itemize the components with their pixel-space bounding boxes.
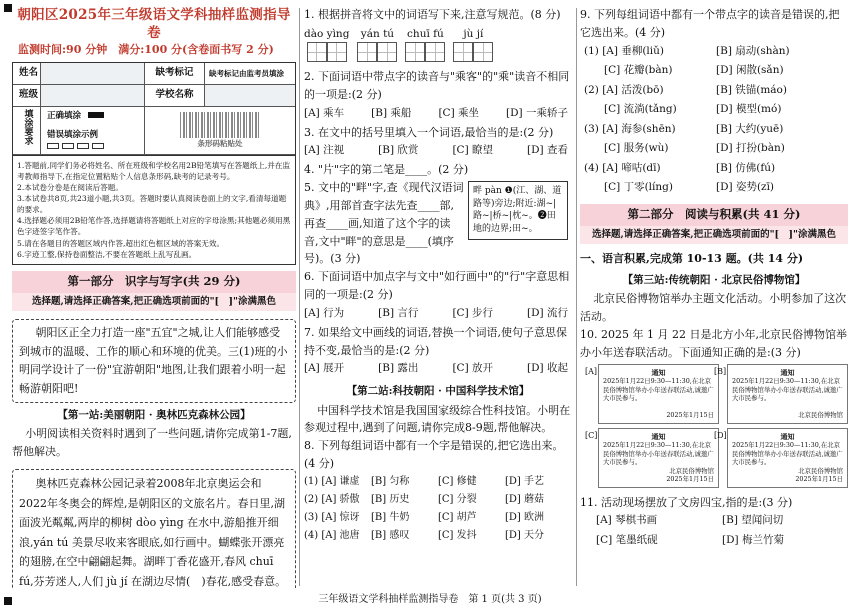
column-2 xyxy=(304,6,572,588)
correct-fill-icon xyxy=(88,112,104,118)
option[interactable]: [C] 胡芦 xyxy=(438,512,477,524)
write-box[interactable] xyxy=(327,42,347,62)
q2-text: 2. 下面词语中带点字的读音与"乘客"的"乘"读音不相同的一项是:(2 分) xyxy=(304,70,570,101)
note-item: 2.本试卷分卷是在阅读后答题。 xyxy=(17,183,123,193)
stage2-text: 中国科学技术馆是我国国家级综合性科技馆。小明在参观过程中,遇到了问题,请你完成8-9题,帮他解决。 xyxy=(304,403,571,435)
notice-option-b[interactable]: [B] 通知 2025年1月22日9:30—11:30,在北京民俗博物馆举办小年送春联活动,诚邀广大市民参与。 北京民俗博物馆 xyxy=(727,364,848,424)
option[interactable]: [B] 历史 xyxy=(371,494,410,506)
option[interactable]: [D] 梅兰竹菊 xyxy=(722,533,784,546)
class-label: 班级 xyxy=(13,85,41,106)
column-3 xyxy=(580,6,848,588)
option[interactable]: (2) [A] 骄傲 xyxy=(304,494,360,506)
option[interactable]: [D] 一乘轿子 xyxy=(506,106,568,119)
option[interactable]: (1) [A] 垂柳(liǔ) xyxy=(584,44,664,57)
option[interactable]: [B] 扇动(shàn) xyxy=(716,44,790,57)
passage-box: 奥林匹克森林公园记录着2008年北京奥运会和2022年冬奥会的辉煌,是朝阳区的文旅名片。春日里,湖面波光粼粼,两岸的柳树 dòo yìng 在水中,游船推开细浪,yán tú 美景尽收来客眼底,如行画中。蝴蝶张开漂亮的翅膀,在空中翩翩起舞。湖畔丁香花盛开,春风 chuī fú,芬芳迷人,人们 jù jí 在湖边尽情( )春花,感受春意。 xyxy=(12,469,296,588)
option[interactable]: [C] 瞭望 xyxy=(452,144,494,157)
corner-marker-top-left xyxy=(4,4,12,12)
option[interactable]: [D] 闲散(sǎn) xyxy=(716,64,784,77)
q7-text: 7. 如果给文中画线的词语,替换一个词语,使句子意思保持不变,最恰当的是:(2 分) xyxy=(304,325,567,357)
option[interactable]: [B] 欣赏 xyxy=(378,144,419,157)
q3-text: 3. 在文中的括号里填入一个词语,最恰当的是:(2 分) xyxy=(304,125,554,139)
q11-options xyxy=(580,511,848,549)
intro-box: 朝阳区正全力打造一座"五宜"之城,让人们能够感受到城市的温暖、工作的顺心和环境的优美。三(1)班的小明同学设计了一份"宜游朝阳"地图,让我们跟着小明一起畅游朝阳吧! xyxy=(12,319,296,403)
option[interactable]: (1) [A] 谦虚 xyxy=(304,475,360,487)
name-label: 姓名 xyxy=(13,63,41,84)
wrong-fill-icons xyxy=(47,143,138,149)
q8-text: 8. 下列每组词语中都有一个字是错误的,把它选出来。(4 分) xyxy=(304,439,564,471)
option[interactable]: [B] 感叹 xyxy=(371,530,410,542)
q5-block xyxy=(304,179,572,268)
option[interactable]: [B] 望闻问切 xyxy=(722,514,784,527)
note-item: 6.字迹工整,保持卷面整洁,不要在答题纸上乱写乱画。 xyxy=(17,249,197,259)
note-item: 5.请在各题目的答题区域内作答,超出红色框区域的答案无效。 xyxy=(17,238,225,248)
page-footer: 三年级语文学科抽样监测指导卷 第 1 页(共 3 页) xyxy=(318,593,542,605)
fill-requirements-label: 填涂要求 xyxy=(13,107,41,154)
option[interactable]: [D] 手艺 xyxy=(505,475,544,487)
school-label: 学校名称 xyxy=(145,85,205,106)
option[interactable]: [B] 言行 xyxy=(378,306,419,319)
stage1-title: 【第一站:美丽朝阳 · 奥林匹克森林公园】 xyxy=(57,409,251,422)
option[interactable]: [B] 大约(yuē) xyxy=(716,122,784,135)
option[interactable]: [B] 仿佛(fú) xyxy=(716,161,776,174)
option[interactable]: [D] 模型(mó) xyxy=(716,103,782,116)
option[interactable]: [A] 展开 xyxy=(304,362,345,375)
q6-text: 6. 下面词语中加点字与文中"如行画中"的"行"字意思相同的一项是:(2 分) xyxy=(304,270,570,302)
option[interactable]: [D] 天分 xyxy=(505,530,544,542)
pinyin-boxes xyxy=(304,26,572,62)
q4-text: 4. "片"字的第二笔是____。(2 分) xyxy=(304,163,469,177)
part2-title: 第二部分 阅读与积累(共 41 分) xyxy=(580,204,848,226)
write-box[interactable] xyxy=(307,42,327,62)
option[interactable]: [D] 收起 xyxy=(527,362,568,375)
write-box[interactable] xyxy=(473,42,493,62)
notice-option-a[interactable]: [A] 通知 2025年1月22日9:30—11:30,在北京民俗博物馆举办小年送春联活动,诚邀广大市民参与。 2025年1月15日 xyxy=(598,364,719,424)
wrong-fill-label: 错误填涂示例 xyxy=(47,130,99,141)
option[interactable]: [D] 欧洲 xyxy=(505,512,544,524)
option[interactable]: [A] 乘车 xyxy=(304,106,345,119)
q7-options xyxy=(304,359,572,379)
option[interactable]: [C] 修健 xyxy=(438,475,477,487)
correct-fill-label: 正确填涂 xyxy=(47,111,82,121)
q8-options xyxy=(304,473,572,546)
missing-mark-label: 缺考标记 xyxy=(145,63,205,84)
option[interactable]: [B] 铁锚(máo) xyxy=(716,83,787,96)
write-box[interactable] xyxy=(405,42,425,62)
part2-instruction: 选择题,请选择正确答案,把正确选项前面的"[ ]"涂满黑色 xyxy=(580,226,848,245)
note-item: 4.选择题必须用2B铅笔作答,选择题请将答题纸上对应的字母涂黑;其他题必须用黑色字迹签字笔作答。 xyxy=(17,216,291,237)
part1-instruction: 选择题,请选择正确答案,把正确选项前面的"[ ]"涂满黑色 xyxy=(12,293,296,312)
page-title: 朝阳区2025年三年级语文学科抽样监测指导卷 xyxy=(17,7,291,41)
q9-options xyxy=(580,42,848,198)
barcode-area xyxy=(145,107,295,154)
option[interactable]: [D] 姿势(zī) xyxy=(716,181,775,194)
class-field[interactable] xyxy=(41,85,145,106)
option[interactable]: [D] 蘑菇 xyxy=(505,494,544,506)
fill-examples xyxy=(41,107,145,154)
note-item: 3.本试卷共8页,共23道小题,共3页。答题时要认真阅读卷面上的文字,看清每道题的要求。 xyxy=(17,194,287,215)
option[interactable]: [D] 打扮(bàn) xyxy=(716,142,785,155)
section1-title: 一、语言积累,完成第 10-13 题。(共 14 分) xyxy=(580,252,804,266)
q2-options xyxy=(304,104,572,124)
notice-option-c[interactable]: [C] 通知 2025年1月22日9:30—11:30,在北京民俗博物馆举办小年送春联活动,诚邀广大市民参与。 北京民俗博物馆 2025年1月15日 xyxy=(598,428,719,488)
stage1-text: 小明阅读相关资料时遇到了一些问题,请你完成第1-7题,帮他解决。 xyxy=(12,427,292,459)
column-1 xyxy=(12,6,296,588)
q10-text: 10. 2025 年 1 月 22 日是北方小年,北京民俗博物馆举办小年送春联活动。下面通知正确的是:(3 分) xyxy=(580,327,847,359)
write-box[interactable] xyxy=(425,42,445,62)
column-divider xyxy=(299,8,300,586)
column-divider xyxy=(576,8,577,586)
option[interactable]: [A] 注视 xyxy=(304,144,345,157)
pinyin-item: jù jí xyxy=(453,26,493,62)
option[interactable]: (4) [A] 啼咕(dī) xyxy=(584,161,661,174)
option[interactable]: [C] 流淌(tǎng) xyxy=(604,103,677,116)
missing-mark-note: 缺考标记由监考员填涂 xyxy=(209,69,284,78)
name-field[interactable] xyxy=(41,63,145,84)
info-table xyxy=(12,62,296,156)
notice-options xyxy=(580,364,848,488)
option[interactable]: [A] 行为 xyxy=(304,306,345,319)
stage3-text: 北京民俗博物馆举办主题文化活动。小明参加了这次活动。 xyxy=(580,292,847,324)
barcode-icon xyxy=(180,112,260,138)
option[interactable]: (3) [A] 惊讶 xyxy=(304,512,360,524)
exam-notes xyxy=(12,156,296,265)
q3-options xyxy=(304,141,572,161)
option[interactable]: [C] 丁零(líng) xyxy=(604,181,673,194)
q11-text: 11. 活动现场摆放了文房四宝,指的是:(3 分) xyxy=(580,495,793,509)
notice-option-d[interactable]: [D] 通知 2025年1月22日9:30—11:30,在北京民俗博物馆举办小年送春联活动,诚邀广大市民参与。 北京民俗博物馆 2025年1月15日 xyxy=(727,428,848,488)
stage2-title: 【第二站:科技朝阳 · 中国科学技术馆】 xyxy=(346,385,530,398)
option[interactable]: [A] 琴棋书画 xyxy=(596,514,658,527)
option[interactable]: [C] 发抖 xyxy=(438,530,477,542)
q1-text: 1. 根据拼音将文中的词语写下来,注意写规范。(8 分) xyxy=(304,8,561,21)
write-box[interactable] xyxy=(377,42,397,62)
school-field[interactable] xyxy=(205,85,295,106)
time-score: 监测时间:90 分钟 满分:100 分(含卷面书写 2 分) xyxy=(18,43,274,56)
pinyin-item: yán tú xyxy=(357,26,397,62)
option[interactable]: [C] 服务(wù) xyxy=(604,142,669,155)
q9-text: 9. 下列每组词语中都有一个带点字的读音是错误的,把它选出来。(4 分) xyxy=(580,8,840,39)
pinyin-item: chuī fú xyxy=(405,26,445,62)
option[interactable]: [C] 花瓣(bàn) xyxy=(604,64,673,77)
option[interactable]: [D] 查看 xyxy=(527,144,568,157)
option[interactable]: [B] 露出 xyxy=(378,362,419,375)
option[interactable]: [C] 放开 xyxy=(452,362,494,375)
option[interactable]: [B] 匀称 xyxy=(371,475,410,487)
q6-options xyxy=(304,304,572,324)
write-box[interactable] xyxy=(453,42,473,62)
option[interactable]: [B] 乘船 xyxy=(371,106,412,119)
option[interactable]: (3) [A] 海参(shēn) xyxy=(584,122,676,135)
option[interactable]: [C] 分裂 xyxy=(438,494,477,506)
option[interactable]: [B] 牛奶 xyxy=(371,512,410,524)
dictionary-entry: 畔 pàn ❶(江、湖、道路等)旁边;附近:湖~|路~|桥~|枕~。❷田地的边界;田~。 xyxy=(468,181,568,239)
option[interactable]: (4) [A] 池唐 xyxy=(304,530,360,542)
option[interactable]: (2) [A] 活泼(bō) xyxy=(584,83,664,96)
pinyin-item: dào yìng xyxy=(304,26,349,62)
option[interactable]: [C] 乘坐 xyxy=(438,106,480,119)
q5-text: 5. 文中的"畔"字,查《现代汉语词典》,用部首查字法先查____部,再查____画,知道了这个字的读音,文中"畔"的意思是____(填序号)。(3 分) xyxy=(304,181,464,266)
stage3-title: 【第三站:传统朝阳 · 北京民俗博物馆】 xyxy=(622,274,806,287)
part1-title: 第一部分 识字与写字(共 29 分) xyxy=(12,271,296,293)
option[interactable]: [C] 步行 xyxy=(452,306,494,319)
option[interactable]: [D] 流行 xyxy=(527,306,568,319)
note-item: 1.答题前,同学们务必将姓名、所在班级和学校名用2B铅笔填写在答题纸上,并在监考教师指导下,在指定位置粘贴个人信息条形码,缺考的记录考号。 xyxy=(17,161,291,182)
option[interactable]: [C] 笔墨纸砚 xyxy=(596,533,658,546)
write-box[interactable] xyxy=(357,42,377,62)
barcode-label: 条形码粘贴处 xyxy=(197,138,243,148)
